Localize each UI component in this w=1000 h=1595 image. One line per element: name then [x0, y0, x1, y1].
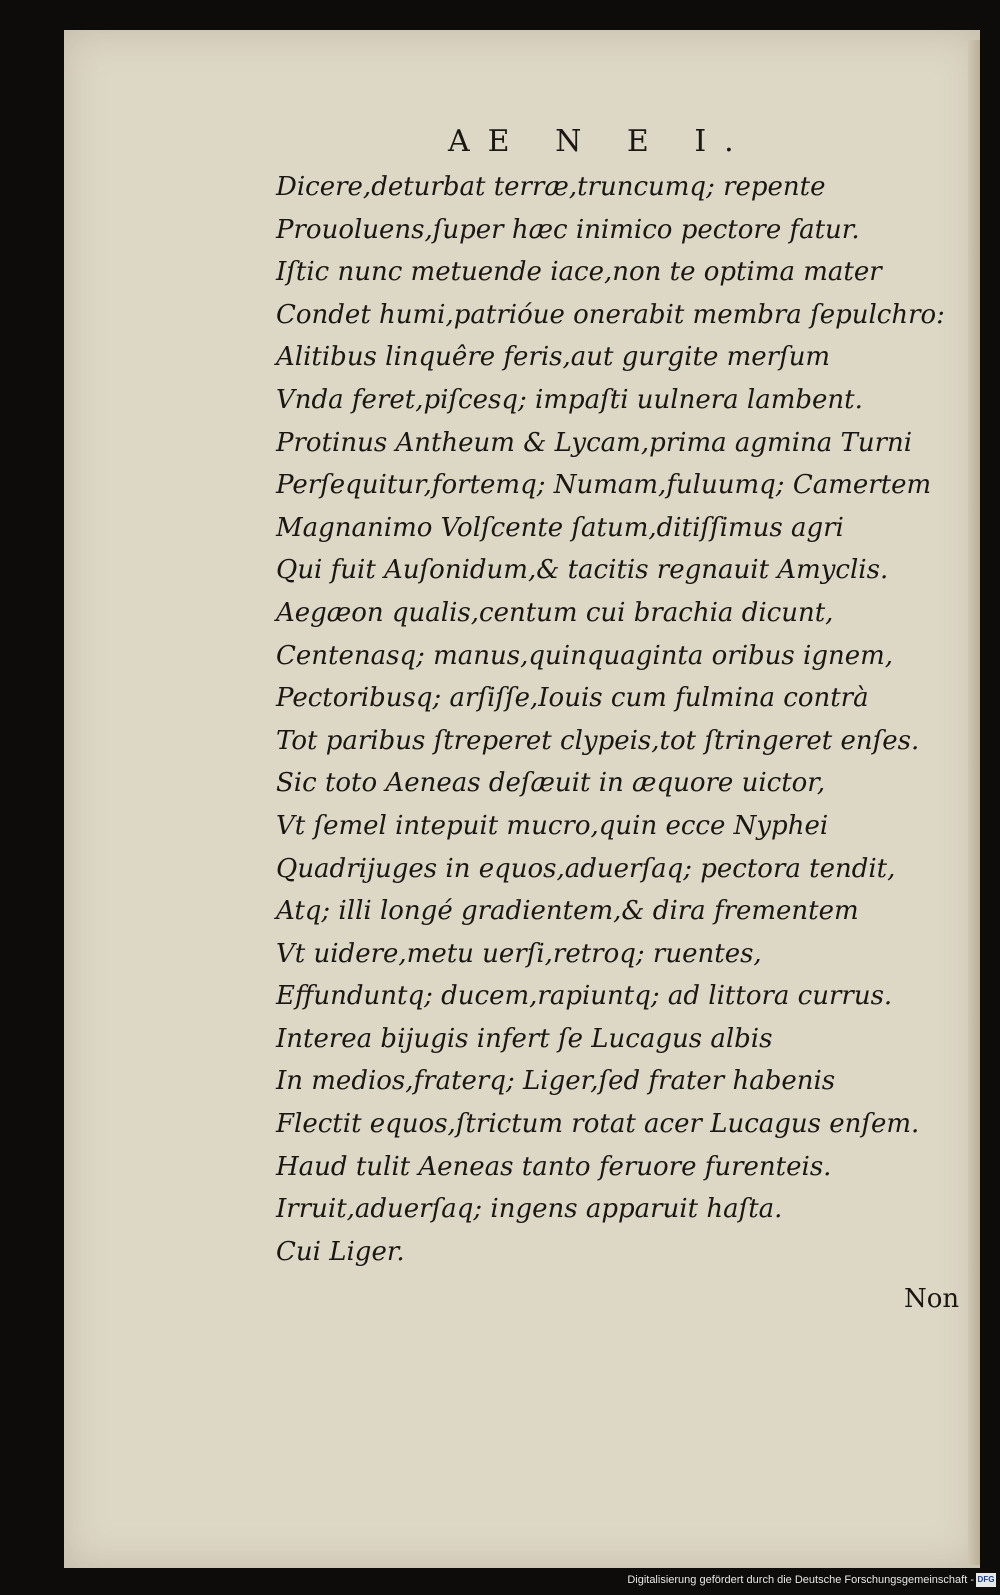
verse-line: Vt ſemel intepuit mucro,quin ecce Nyphei: [276, 810, 829, 841]
verse-line: Perſequitur,fortemq; Numam,fuluumq; Camertem: [276, 470, 932, 501]
verse-line: Quadrijuges in equos,aduerſaq; pectora tendit,: [276, 853, 896, 884]
verse-line: Aegæon qualis,centum cui brachia dicunt,: [276, 597, 834, 628]
verse-line: Interea bijugis infert ſe Lucagus albis: [276, 1023, 773, 1054]
verse-line: Irruit,aduerſaq; ingens apparuit haſta.: [276, 1194, 783, 1225]
verse-line: Dicere,deturbat terræ,truncumq; repente: [276, 172, 826, 202]
verse-line: Cui Liger.: [276, 1236, 405, 1267]
page-edge: [968, 40, 980, 1565]
verse-line: Atq; illi longé gradientem,& dira frementem: [276, 896, 859, 927]
verse-line: Vt uidere,metu uerſi,retroq; ruentes,: [276, 938, 762, 969]
verse-line: Protinus Antheum & Lycam,prima agmina Turni: [276, 427, 913, 458]
verse-line: In medios,fraterq; Liger,ſed frater habenis: [276, 1066, 836, 1097]
catchword: Non: [904, 1284, 960, 1314]
verse-line: Effunduntq; ducem,rapiuntq; ad littora currus.: [276, 981, 893, 1012]
verse-line: Condet humi,patrióue onerabit membra ſepulchro:: [276, 299, 945, 330]
verse-line: Centenasq; manus,quinquaginta oribus ignem,: [276, 640, 894, 671]
verse-list: [276, 166, 945, 1273]
verse-line: Alitibus linquêre feris,aut gurgite merſum: [276, 342, 831, 373]
verse-line: Tot paribus ſtreperet clypeis,tot ſtringeret enſes.: [276, 725, 920, 756]
verse-line: Iſtic nunc metuende iace,non te optima mater: [276, 257, 882, 288]
verse-line: Prouoluens,ſuper hæc inimico pectore fatur.: [276, 214, 860, 245]
verse-line: Magnanimo Volſcente ſatum,ditiſſimus agri: [276, 512, 844, 543]
verse-line: Sic toto Aeneas deſæuit in æquore uictor,: [276, 768, 826, 799]
dfg-logo-icon: DFG: [976, 1573, 996, 1587]
verse-line: Flectit equos,ſtrictum rotat acer Lucagus enſem.: [276, 1109, 920, 1140]
verse-line: Pectoribusq; arſiſſe,Iouis cum fulmina contrà: [276, 683, 869, 714]
verse-line: Haud tulit Aeneas tanto feruore furenteis.: [276, 1151, 832, 1182]
verse-line: Vnda feret,piſcesq; impaſti uulnera lambent.: [276, 384, 863, 415]
running-head: AE N E I.: [448, 124, 752, 159]
funding-credit: Digitalisierung gefördert durch die Deutsche Forschungsgemeinschaft -: [627, 1574, 974, 1586]
verse-line: Qui fuit Auſonidum,& tacitis regnauit Amyclis.: [276, 555, 889, 586]
